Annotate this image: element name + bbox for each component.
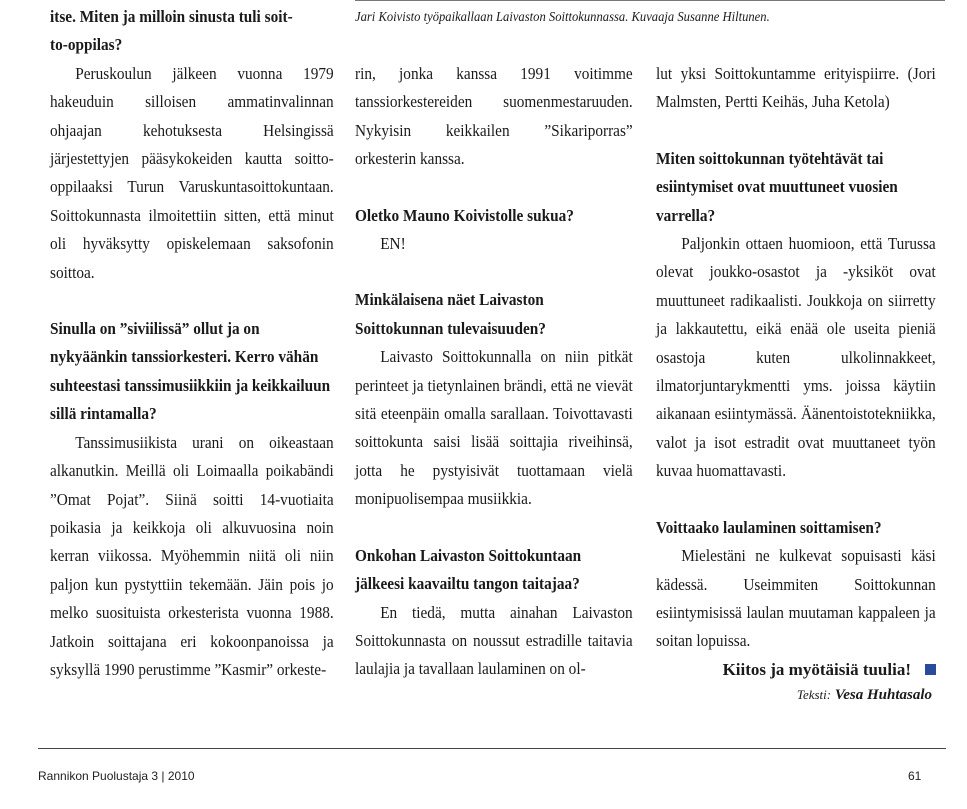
sign-off [656,656,936,684]
answer-paragraph: lut yksi Soittokuntamme erityispiirre. (Jori Malmsten, Pertti Keihäs, Juha Ketola) [656,64,936,112]
byline [656,684,936,706]
photo-caption: Jari Koivisto työpaikallaan Laivaston Soittokunnassa. Kuvaaja Susanne Hiltunen. [355,10,770,25]
question-heading: Minkälaisena näet Laivaston Soittokunnan tulevaisuuden? [355,290,546,338]
question-heading: Oletko Mauno Koivistolle sukua? [355,205,574,225]
column-2 [355,60,633,684]
question-heading: itse. Miten ja milloin sinusta tuli soit- to-oppilas? [50,7,293,55]
question-heading: Voittaako laulaminen soittamisen? [656,517,882,537]
question-heading: Sinulla on ”siviilissä” ollut ja on nykyäänkin tanssiorkesteri. Kerro vähän suhteestasi tanssimusiikkiin ja keikkailuun sillä rintamalla? [50,319,331,424]
page-number: 61 [908,769,922,783]
column-3 [656,60,936,706]
answer-paragraph: Paljonkin ottaen huomioon, että Turussa olevat joukko-osastot ja -yksiköt ovat muuttuneet radikaalisti. Joukkoja on siirretty ja lakkautettu, eikä enää ole useita pieniä osastoja kuten ulkolinnakkeet, ilmatorjuntarykmentti yms. joissa käytiin aikanaan esiintymässä. Äänentoistotekniikka, valot ja isot estradit ovat muuttaneet työn kuvaa huomattavasti. [656,234,936,481]
footer-publication: Rannikon Puolustaja 3 | 2010 [38,769,195,783]
answer-paragraph: Laivasto Soittokunnalla on niin pitkät perinteet ja tietynlainen brändi, että ne vievät sitä eteenpäin omalla sarallaan. Toivottavasti soittokunta saisi lisää soittajia riveihinsä, jotta he pystyisivät tuottamaan vielä monipuolisempaa musiikkia. [355,347,633,509]
question-heading: Miten soittokunnan työtehtävät tai esiintymiset ovat muuttuneet vuosien varrella? [656,148,898,225]
answer-paragraph: rin, jonka kanssa 1991 voitimme tanssiorkestereiden suomenmestaruuden. Nykyisin keikkailen ”Sikariporras” orkesterin kanssa. [355,64,633,169]
answer-paragraph: Tanssimusiikista urani on oikeastaan alkanutkin. Meillä oli Loimaalla poikabändi ”Omat Pojat”. Siinä soitti 14-vuotiaita poikasia ja keikkoja oli alkuvuosina noin kerran viikossa. Myöhemmin niitä oli niin paljon kun pystyttiin tekemään. Jäin pois jo melko suosituista orkesterista vuonna 1988. Jatkoin soittajana eri kokoonpanoissa ja syksyllä 1990 perustimme ”Kasmir” orkeste- [50,432,334,679]
footer-rule [38,748,946,749]
byline-label: Teksti: [796,687,832,703]
answer-paragraph: EN! [380,234,406,254]
end-mark-icon [925,664,936,675]
answer-paragraph: Mielestäni ne kulkevat sopuisasti käsi kädessä. Useimmiten Soittokunnan esiintymisissä laulan muutaman kappaleen ja soitan lopuissa. [656,546,936,651]
question-heading: Onkohan Laivaston Soittokuntaan jälkeesi kaavailtu tangon taitajaa? [355,545,582,594]
byline-author: Vesa Huhtasalo [834,687,932,704]
closing-thanks: Kiitos ja myötäisiä tuulia! [722,659,911,679]
caption-rule [355,0,945,1]
column-1 [50,0,334,684]
answer-paragraph: Peruskoulun jälkeen vuonna 1979 hakeuduin silloisen ammatinvalinnan ohjaajan kehotuksesta Helsingissä järjestettyjen pääsykokeiden kautta soitto-oppilaaksi Turun Varuskuntasoittokuntaan. Soittokunnasta ilmoitettiin sitten, että minut oli hyväksytty opiskelemaan saksofonin soittoa. [50,63,334,282]
answer-paragraph: En tiedä, mutta ainahan Laivaston Soittokunnasta on noussut estradille taitavia laulajia ja tavallaan laulaminen on ol- [355,602,633,679]
